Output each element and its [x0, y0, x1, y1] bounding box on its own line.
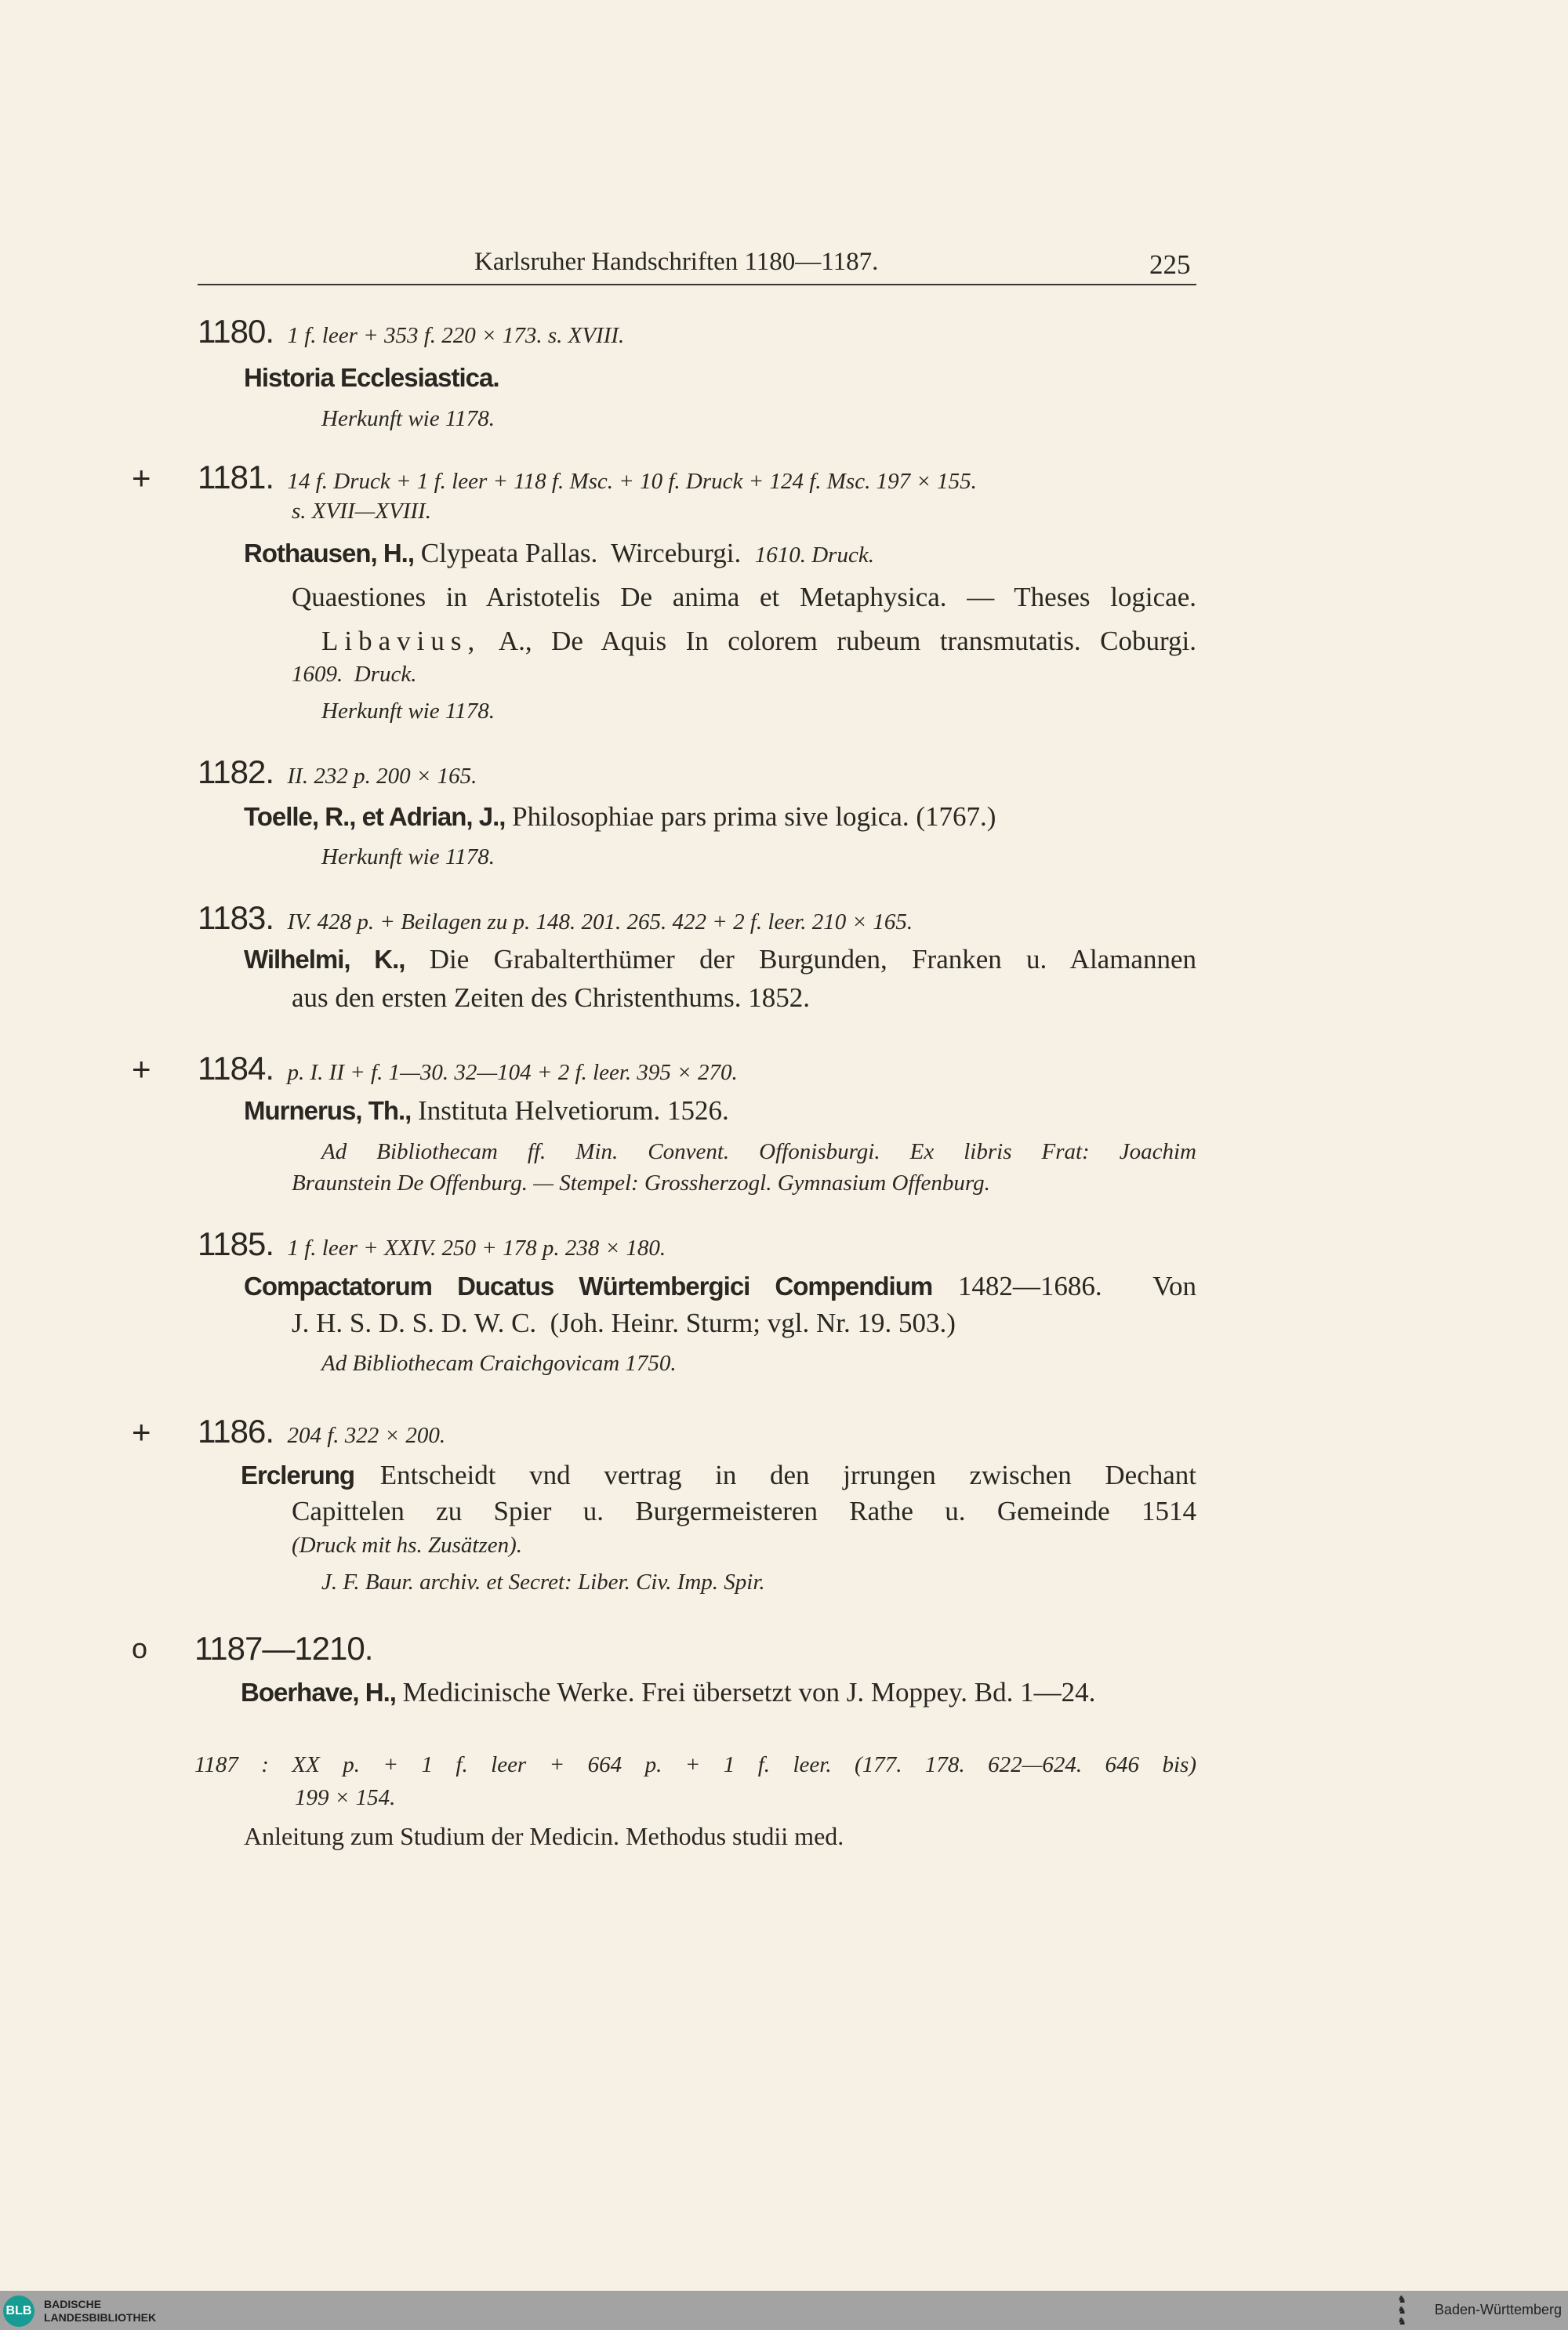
work-title: Medicinische Werke. Frei übersetzt von J. Moppey. Bd. 1—24. [402, 1677, 1096, 1708]
work-title: Philosophiae pars prima sive logica. (1767.) [512, 801, 996, 832]
author: Rothausen, H., [244, 539, 415, 568]
provenance: Ad Bibliothecam ff. Min. Convent. Offonisburgi. Ex libris Frat: Joachim [321, 1139, 1196, 1164]
entry-number: 1185. [198, 1225, 274, 1262]
entry-title: Compactatorum Ducatus Würtembergici Compendium [244, 1272, 933, 1301]
work-line: J. H. S. D. S. D. W. C. (Joh. Heinr. Sturm; vgl. Nr. 19. 503.) [292, 1308, 956, 1338]
entry-1184-header [198, 1052, 738, 1085]
entry-number: 1182. [198, 753, 274, 790]
entry-number: 1183. [198, 899, 274, 936]
page-number: 225 [1149, 249, 1191, 280]
entry-description: p. I. II + f. 1—30. 32—104 + 2 f. leer. 395 × 270. [287, 1060, 738, 1085]
entry-number: 1181. [198, 459, 274, 495]
entry-1181-header [198, 461, 1196, 494]
volume-description: 1187 : XX p. + 1 f. leer + 664 p. + 1 f. leer. (177. 178. 622—624. 646 bis) [194, 1752, 1196, 1777]
work-title: Instituta Helvetiorum. 1526. [418, 1095, 729, 1126]
work-note: 1609. Druck. [292, 662, 417, 687]
entry-author-line [244, 539, 874, 567]
entry-description: 1 f. leer + XXIV. 250 + 178 p. 238 × 180. [287, 1236, 666, 1261]
work-note: (Druck mit hs. Zusätzen). [292, 1533, 523, 1558]
work-line: Capittelen zu Spier u. Burgermeisteren Rathe u. Gemeinde 1514 [292, 1496, 1196, 1526]
plus-marker: + [132, 1414, 151, 1450]
entry-author-line [244, 945, 1196, 973]
running-title: Karlsruher Handschriften 1180—1187. [474, 248, 879, 276]
entry-author-line [244, 803, 996, 830]
library-name-line: BADISCHE [44, 2298, 102, 2310]
entry-author-line [241, 1679, 1095, 1706]
library-name [44, 2298, 156, 2325]
provenance: Herkunft wie 1178. [321, 406, 495, 431]
circle-marker: o [132, 1632, 148, 1664]
entry-1180-header [198, 315, 624, 348]
author: Wilhelmi, K., [244, 945, 405, 974]
work-title: A., De Aquis In colorem rubeum transmutatis. Coburgi. [498, 626, 1196, 656]
blb-logo[interactable]: BLB [3, 2296, 34, 2327]
provenance: Ad Bibliothecam Craichgovicam 1750. [321, 1351, 677, 1376]
baden-wuerttemberg-lions-icon: ♞ ♞ ♞ [1397, 2293, 1406, 2327]
plus-marker: + [132, 1051, 151, 1087]
entry-title-line [241, 1461, 1196, 1489]
entry-title-line [244, 1272, 1196, 1300]
work-line: aus den ersten Zeiten des Christenthums. 1852. [292, 982, 810, 1013]
entry-1186-header [198, 1415, 445, 1448]
work-title: Die Grabalterthümer der Burgunden, Franken u. Alamannen [429, 944, 1196, 974]
provenance-cont: Braunstein De Offenburg. — Stempel: Grossherzogl. Gymnasium Offenburg. [292, 1170, 990, 1196]
work-line: Quaestiones in Aristotelis De anima et Metaphysica. — Theses logicae. [292, 582, 1196, 612]
entry-description: II. 232 p. 200 × 165. [287, 764, 477, 789]
work-note: 1610. Druck. [754, 543, 874, 568]
volume-title: Anleitung zum Studium der Medicin. Methodus studii med. [244, 1822, 844, 1850]
state-logo-text[interactable]: Baden-Württemberg [1434, 2302, 1562, 2317]
author: Boerhave, H., [241, 1678, 396, 1707]
plus-marker: + [132, 459, 151, 496]
author: Toelle, R., et Adrian, J., [244, 802, 506, 831]
footer-bar [0, 2291, 1568, 2330]
entry-number: 1186. [198, 1413, 274, 1450]
entry-1182-header [198, 753, 477, 790]
entry-description: IV. 428 p. + Beilagen zu p. 148. 201. 265. 422 + 2 f. leer. 210 × 165. [287, 909, 913, 935]
author: Libavius, [321, 626, 481, 656]
entry-author-line [244, 1097, 729, 1124]
entry-number: 1180. [198, 313, 274, 350]
work-title: 1482—1686. Von [957, 1271, 1196, 1301]
author: Murnerus, Th., [244, 1096, 412, 1125]
entry-1185-header [198, 1225, 666, 1262]
header-rule [198, 284, 1196, 285]
volume-description-cont: 199 × 154. [295, 1785, 396, 1810]
provenance: J. F. Baur. archiv. et Secret: Liber. Civ. Imp. Spir. [321, 1570, 765, 1595]
entry-title: Erclerung [241, 1461, 355, 1490]
work-title: Clypeata Pallas. Wirceburgi. [420, 538, 742, 568]
entry-number: 1187—1210. [194, 1630, 373, 1667]
entry-title: Historia Ecclesiastica. [244, 363, 499, 392]
entry-1183-header [198, 899, 913, 936]
work-title: Entscheidt vnd vertrag in den jrrungen zwischen Dechant [379, 1460, 1196, 1490]
entry-description: 204 f. 322 × 200. [287, 1423, 446, 1448]
entry-number: 1184. [198, 1050, 274, 1087]
provenance: Herkunft wie 1178. [321, 699, 495, 724]
entry-description: 14 f. Druck + 1 f. leer + 118 f. Msc. + 10 f. Druck + 124 f. Msc. 197 × 155. [287, 469, 977, 494]
provenance: Herkunft wie 1178. [321, 844, 495, 869]
entry-description-cont: s. XVII—XVIII. [292, 499, 431, 524]
work-line [321, 627, 1196, 655]
entry-description: 1 f. leer + 353 f. 220 × 173. s. XVIII. [287, 323, 625, 348]
library-name-line: LANDESBIBLIOTHEK [44, 2311, 157, 2324]
